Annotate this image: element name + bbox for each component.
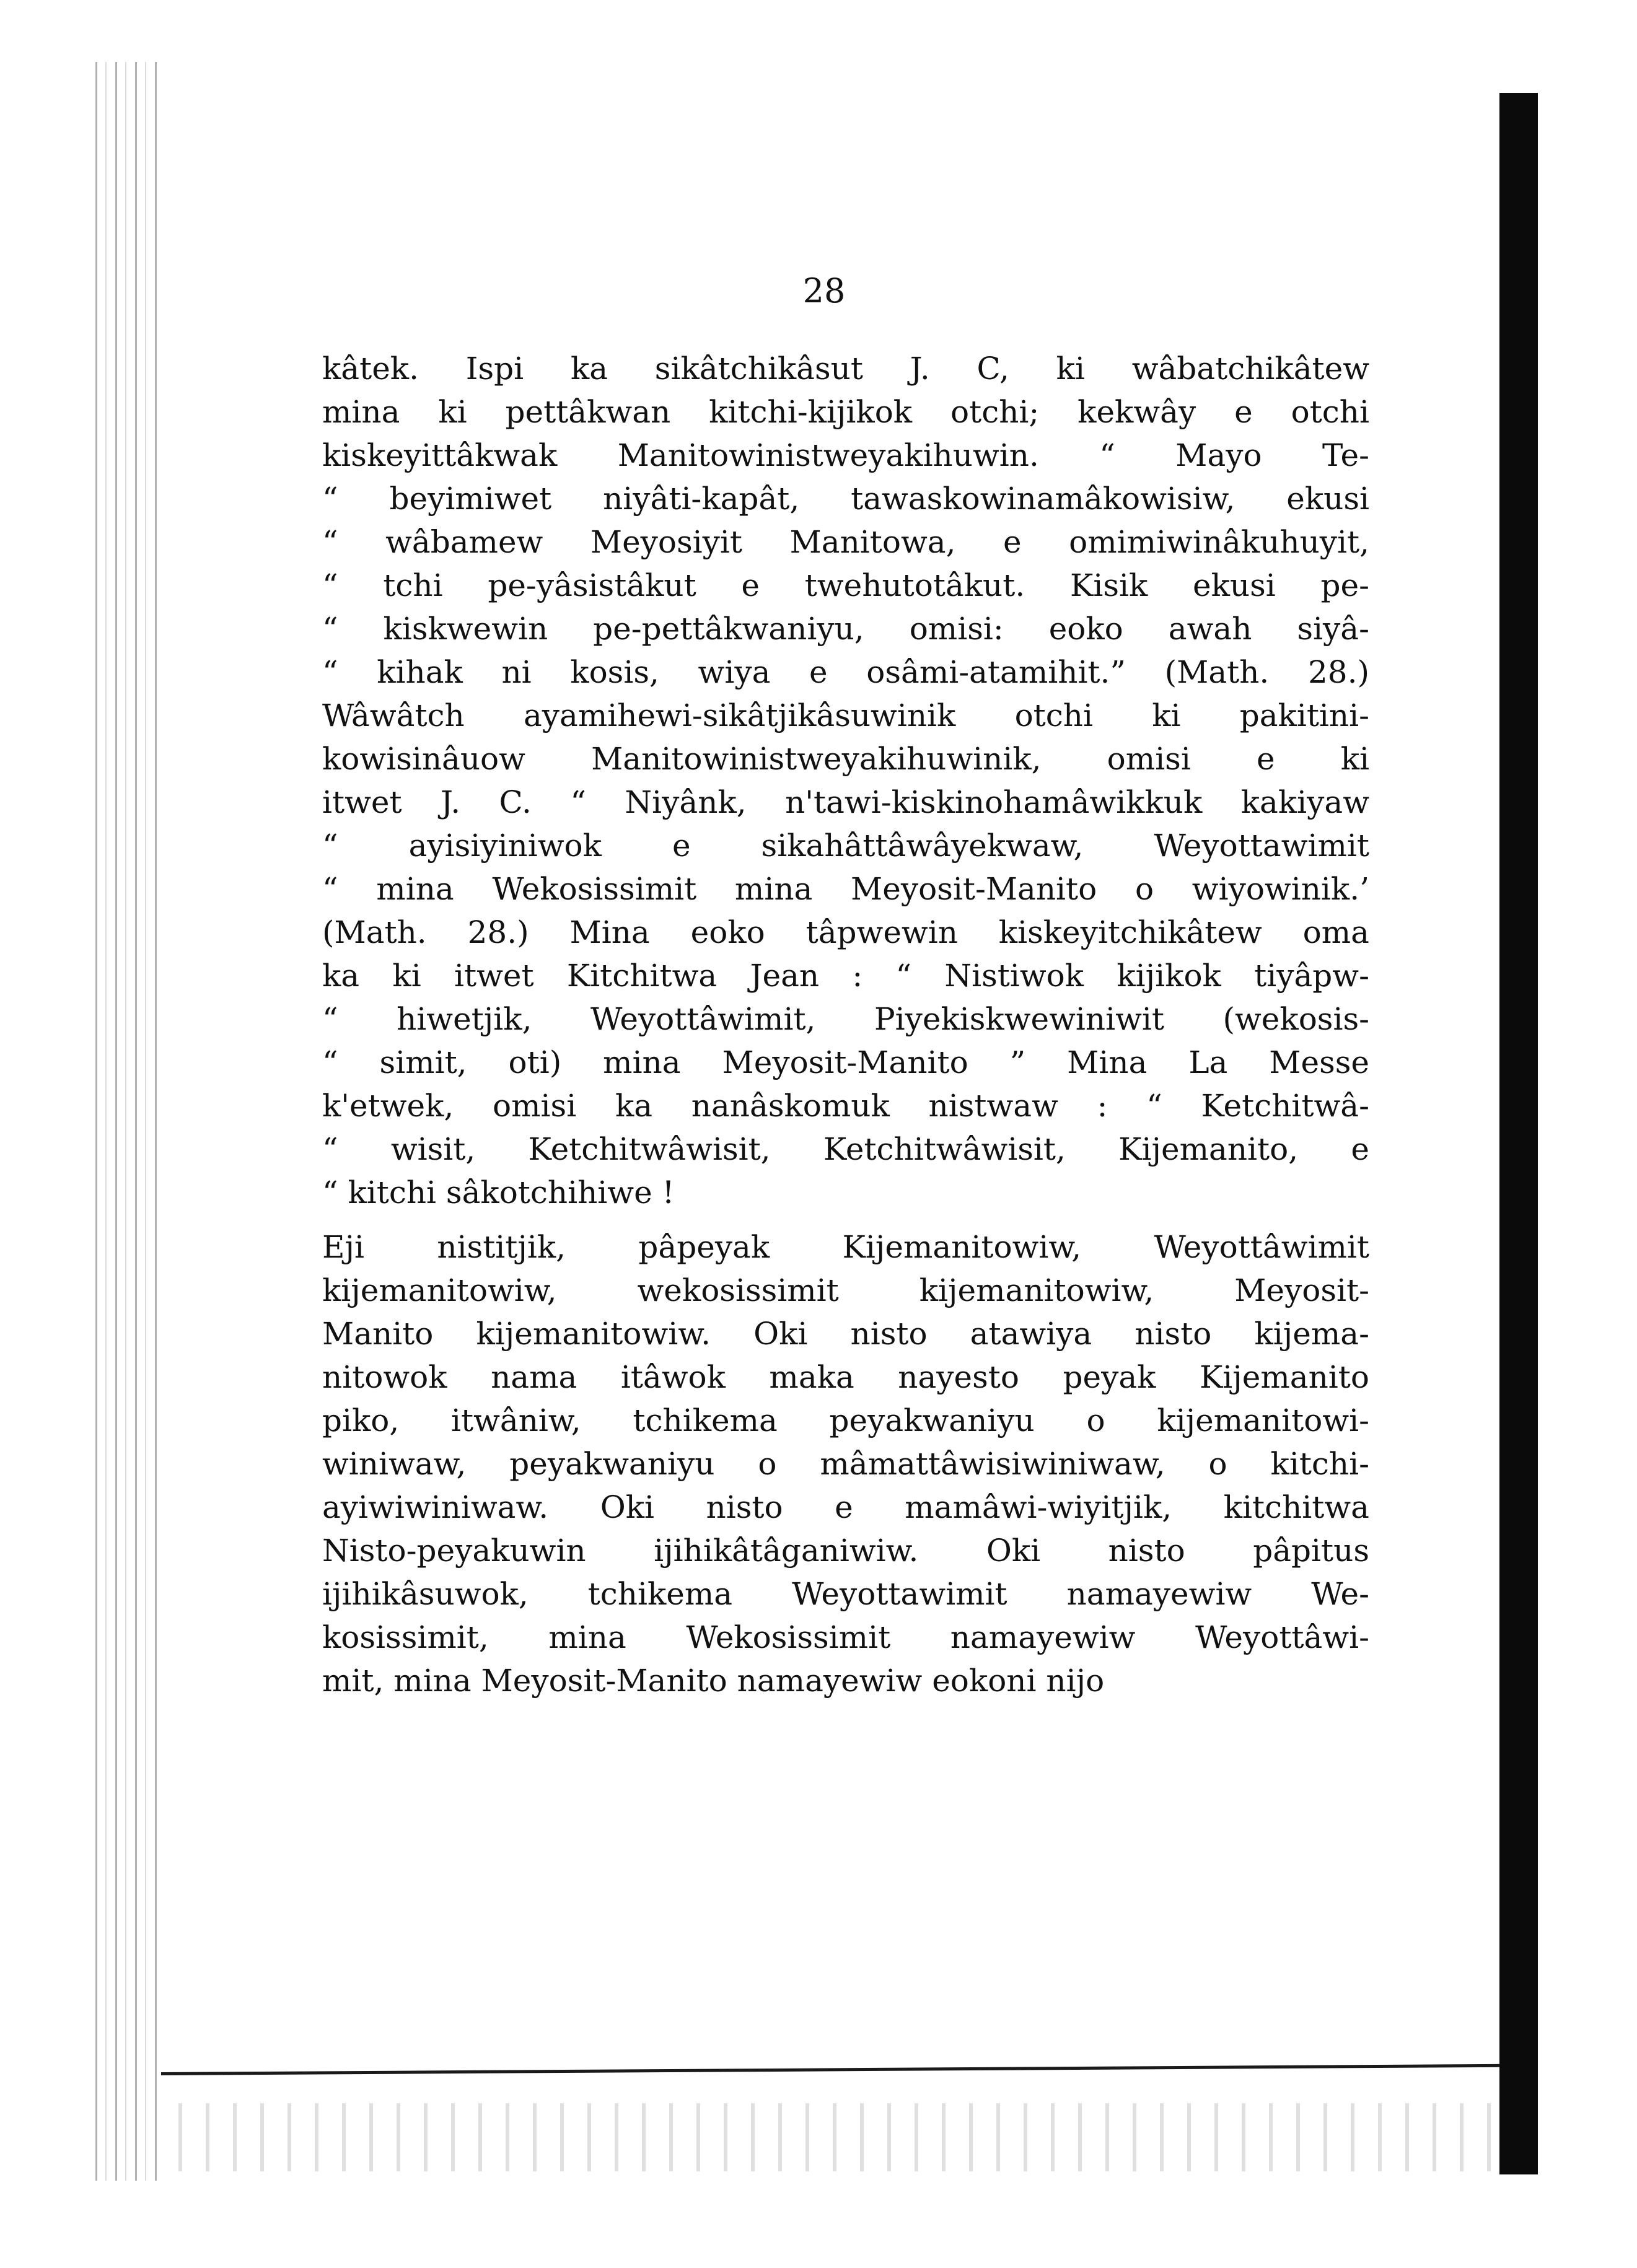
paragraph-break: [322, 1214, 1369, 1225]
text-line: “ tchi pe-yâsistâkut e twehutotâkut. Kisik ekusi pe-: [322, 567, 1369, 603]
text-line: kiskeyittâkwak Manitowinistweyakihuwin. “ Mayo Te-: [322, 437, 1369, 473]
text-line: kijemanitowiw, wekosissimit kijemanitowiw, Meyosit-: [322, 1272, 1369, 1308]
text-line: “ simit, oti) mina Meyosit-Manito ” Mina La Messe: [322, 1044, 1369, 1080]
binding-edge-artifact: [87, 62, 161, 2181]
text-line: ijihikâsuwok, tchikema Weyottawimit namayewiw We-: [322, 1576, 1369, 1612]
text-line: Nisto-peyakuwin ijihikâtâganiwiw. Oki nisto pâpitus: [322, 1533, 1369, 1569]
text-line: kowisinâuow Manitowinistweyakihuwinik, omisi e ki: [322, 741, 1369, 777]
text-line: ayiwiwiniwaw. Oki nisto e mamâwi-wiyitjik, kitchitwa: [322, 1489, 1369, 1525]
text-line: itwet J. C. “ Niyânk, n'tawi-kiskinohamâwikkuk kakiyaw: [322, 784, 1369, 820]
text-line: “ kiskwewin pe-pettâkwaniyu, omisi: eoko awah siyâ-: [322, 611, 1369, 647]
page-edge-shadow: [1499, 93, 1538, 2174]
text-line: nitowok nama itâwok maka nayesto peyak Kijemanito: [322, 1359, 1369, 1395]
text-line: ka ki itwet Kitchitwa Jean : “ Nistiwok kijikok tiyâpw-: [322, 958, 1369, 994]
text-line: Eji nistitjik, pâpeyak Kijemanitowiw, Weyottâwimit: [322, 1229, 1369, 1265]
text-line: winiwaw, peyakwaniyu o mâmattâwisiwiniwaw, o kitchi-: [322, 1446, 1369, 1482]
bottom-rule: [161, 2064, 1499, 2075]
text-line: Manito kijemanitowiw. Oki nisto atawiya nisto kijema-: [322, 1316, 1369, 1352]
text-line: kosissimit, mina Wekosissimit namayewiw Weyottâwi-: [322, 1619, 1369, 1655]
text-line: “ beyimiwet niyâti-kapât, tawaskowinamâkowisiw, ekusi: [322, 481, 1369, 517]
text-line: Wâwâtch ayamihewi-sikâtjikâsuwinik otchi ki pakitini-: [322, 698, 1369, 733]
text-line: k'etwek, omisi ka nanâskomuk nistwaw : “ Ketchitwâ-: [322, 1088, 1369, 1124]
text-line: “ wisit, Ketchitwâwisit, Ketchitwâwisit, Kijemanito, e: [322, 1131, 1369, 1167]
text-line: “ kihak ni kosis, wiya e osâmi-atamihit.” (Math. 28.): [322, 654, 1369, 690]
text-line: (Math. 28.) Mina eoko tâpwewin kiskeyitchikâtew oma: [322, 914, 1369, 950]
text-line: “ wâbamew Meyosiyit Manitowa, e omimiwinâkuhuyit,: [322, 524, 1369, 560]
text-line: mit, mina Meyosit-Manito namayewiw eokoni nijo: [322, 1663, 1105, 1699]
text-line: piko, itwâniw, tchikema peyakwaniyu o kijemanitowi-: [322, 1403, 1369, 1438]
body-text: [322, 347, 1369, 1702]
scan-noise: [155, 2103, 1506, 2171]
text-line: mina ki pettâkwan kitchi-kijikok otchi; kekwây e otchi: [322, 394, 1369, 430]
text-line: “ hiwetjik, Weyottâwimit, Piyekiskwewiniwit (wekosis-: [322, 1001, 1369, 1037]
text-line: “ kitchi sâkotchihiwe !: [322, 1175, 675, 1211]
text-line: “ ayisiyiniwok e sikahâttâwâyekwaw, Weyottawimit: [322, 828, 1369, 864]
text-line: “ mina Wekosissimit mina Meyosit-Manito o wiyowinik.’: [322, 871, 1369, 907]
text-line: kâtek. Ispi ka sikâtchikâsut J. C, ki wâbatchikâtew: [322, 351, 1369, 387]
page-number: 28: [802, 271, 846, 310]
